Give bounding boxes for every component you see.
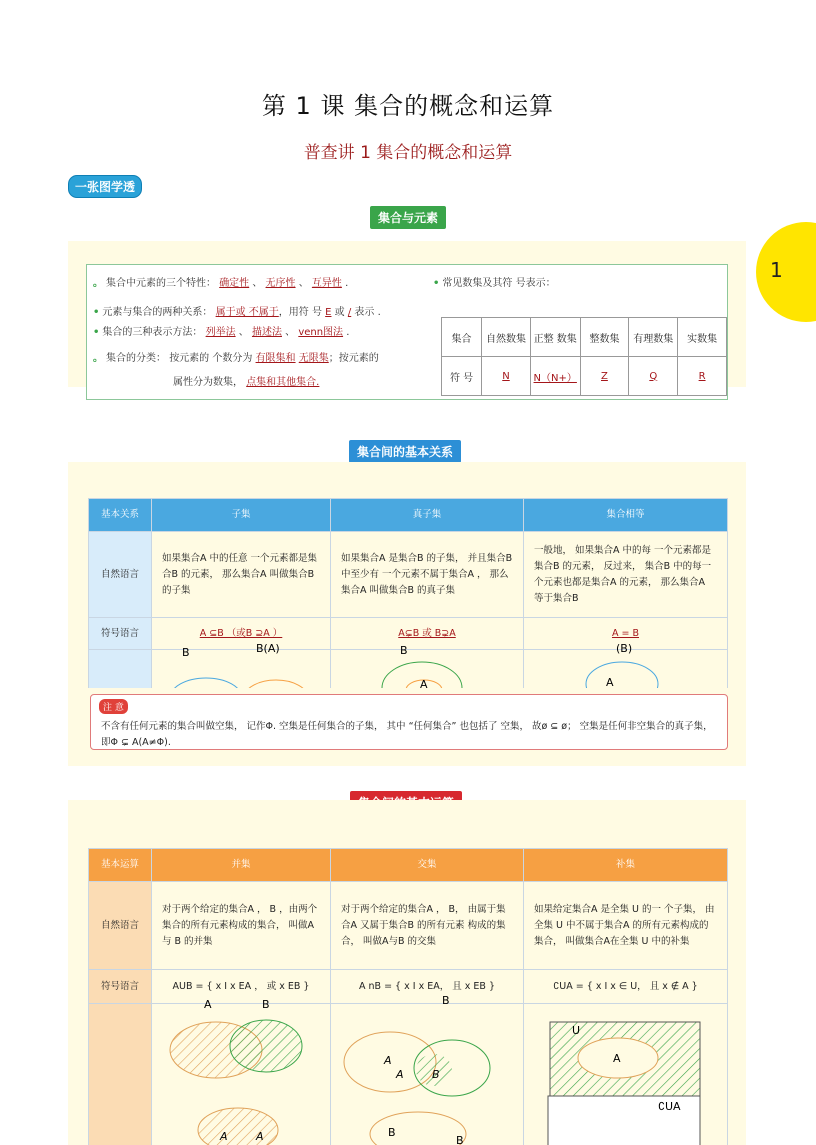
one-picture-badge: 一张图学透 — [68, 175, 142, 198]
section-label-set-elements: 集合与元素 — [370, 206, 446, 229]
venn-label: B — [400, 644, 408, 657]
table-row: 自然语言 如果集合A 中的任意 一个元素都是集合B 的元素， 那么集合A 叫做集合B 的子集 如果集合A 是集合B 的子集， 并且集合B 中至少有 一个元素不属于集合A ， 那么集合A 叫做集合B 的真子集 一般地， 如果集合A 中的每 一个元素都是集合B 的元素， 反过来， 集合B 中的每一个元素也都是集合A 的元素， 那么集合A 等于集合B — [89, 532, 728, 618]
venn-label: A — [606, 676, 614, 688]
union-circle-b — [230, 1020, 302, 1072]
venn-label: A — [613, 1052, 621, 1065]
representation-line: • 集合的三种表示方法： 列举法 、 描述法 、 venn图法 . — [93, 327, 350, 338]
operations-table-wrap — [88, 848, 728, 1145]
number-sets-table — [441, 317, 727, 396]
venn-label: U — [572, 1024, 581, 1037]
page-number-circle — [756, 222, 816, 322]
relations-venn-svg — [88, 498, 728, 688]
venn-circle-a — [244, 680, 308, 688]
relations-table-wrap — [88, 498, 728, 688]
table-row: 符 号 N N（N+） Z Q R — [442, 357, 727, 396]
table-row: 符号语言 AUB = { x I x EA ， 或 x EB } A nB = { x I x EA， 且 x EB } ∁UA = { x I x ∈ U， 且 x ∉ A } — [89, 970, 728, 1004]
venn-label: B — [182, 646, 190, 659]
venn-label: ∁UA — [658, 1100, 681, 1113]
venn-label: A — [420, 678, 428, 688]
venn-label: A — [204, 998, 212, 1011]
set-properties-line: 。 集合中元素的三个特性： 确定性 、 无序性 、 互异性 . — [93, 278, 349, 289]
venn-label: B — [442, 994, 450, 1007]
table-row: 集合 自然数集 正整 数集 整数集 有理数集 实数集 — [442, 318, 727, 357]
venn-label: B — [456, 1134, 464, 1145]
venn-label: A — [396, 1068, 404, 1081]
table-row: 自然语言 对于两个给定的集合A ， B ，由两个集合的所有元素构成的集合， 叫做A 与 B 的并集 对于两个给定的集合A ， B， 由属于集合A 又属于集合B 的所有元素 构成的集合， 叫做A与B 的交集 如果给定集合A 是全集 U 的一 个子集， 由全集 U 中不属于集合A 的所有元素构成的集合， 叫做集合A在全集 U 中的补集 — [89, 882, 728, 970]
page-subtitle: 普查讲 1 集合的概念和运算 — [303, 143, 513, 163]
venn-label: B — [262, 998, 270, 1011]
operations-venn-svg — [88, 848, 728, 1145]
venn-label: B — [432, 1068, 440, 1081]
table-row: 符号语言 A ⊆B （或B ⊇A ） A⊊B 或 B⊋A A = B — [89, 618, 728, 650]
table-row: 基本运算 并集 交集 补集 — [89, 849, 728, 882]
page-number: 1 — [770, 258, 783, 282]
page-title: 第 1 课 集合的概念和运算 — [261, 92, 555, 120]
venn-equal-circle — [586, 662, 658, 688]
classification-line-2: 属性分为数集， 点集和其他集合. — [173, 377, 320, 388]
number-sets-title: • 常见数集及其符 号表示： — [433, 278, 556, 289]
note-text: 不含有任何元素的集合叫做空集， 记作Φ. 空集是任何集合的子集， 其中 “任何集合” 也包括了 空集， 故ø ⊆ ø； 空集是任何非空集合的真子集， 即Φ ⊊ A(A≠Φ). — [101, 721, 713, 747]
venn-circle-b — [170, 678, 242, 688]
venn-label: A — [384, 1054, 392, 1067]
set-elements-box — [86, 264, 728, 400]
classification-line: 。 集合的分类： 按元素的 个数分为 有限集和 无限集；按元素的 — [93, 353, 379, 364]
venn-label: B(A) — [256, 642, 280, 655]
intersection-disjoint-circle — [370, 1112, 466, 1145]
venn-label: (B) — [616, 642, 633, 655]
note-box — [90, 694, 728, 750]
element-relation-line: • 元素与集合的两种关系： 属于或 不属于，用符 号 E 或 / 表示 . — [93, 307, 381, 318]
table-row: 基本关系 子集 真子集 集合相等 — [89, 499, 728, 532]
venn-label: B — [388, 1126, 396, 1139]
venn-label: A — [256, 1130, 264, 1143]
venn-label: A — [220, 1130, 228, 1143]
section-label-relations: 集合间的基本关系 — [349, 440, 461, 463]
note-tag: 注 意 — [99, 699, 128, 714]
union-nested-circle — [198, 1108, 278, 1145]
